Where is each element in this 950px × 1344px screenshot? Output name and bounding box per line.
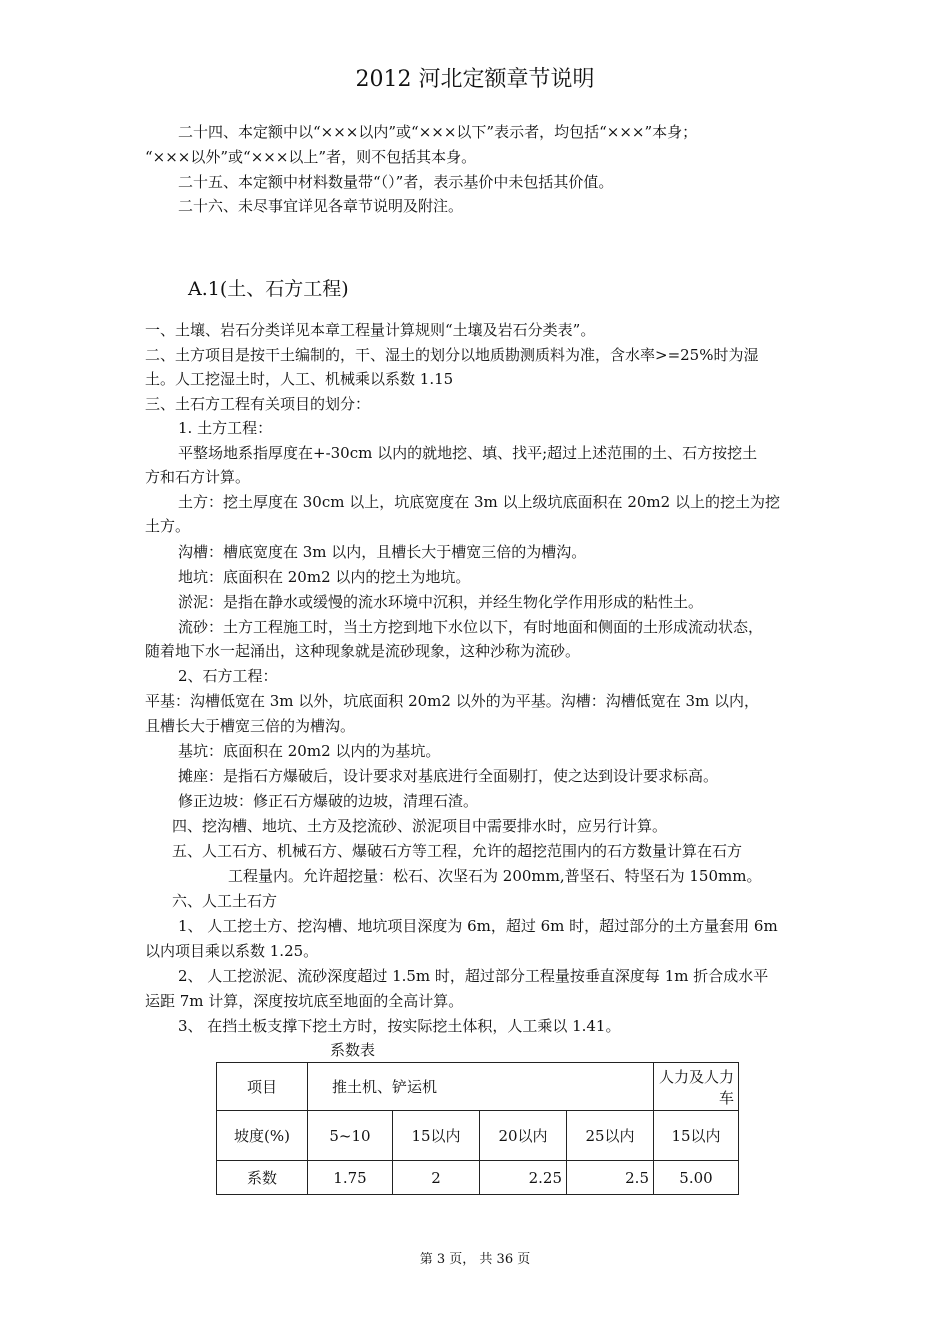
body-line: 五、人工石方、机械石方、爆破石方等工程，允许的超挖范围内的石方数量计算在石方 — [172, 842, 743, 860]
table-header-cell: 人力及人力车 — [654, 1063, 739, 1111]
intro-line: 二十六、未尽事宜详见各章节说明及附注。 — [178, 197, 464, 215]
body-line: 三、土石方工程有关项目的划分： — [145, 395, 371, 413]
body-line: 平基：沟槽低宽在 3m 以外，坑底面积 20m2 以外的为平基。沟槽：沟槽低宽在 3m 以内， — [145, 692, 760, 710]
table-cell: 15以内 — [654, 1111, 739, 1161]
body-line: 四、挖沟槽、地坑、土方及挖流砂、淤泥项目中需要排水时，应另行计算。 — [172, 817, 668, 835]
body-line: 2、石方工程： — [178, 667, 278, 685]
section-title: A.1(土、石方工程) — [188, 278, 349, 300]
coefficient-table — [216, 1062, 739, 1195]
page-title: 2012 河北定额章节说明 — [355, 67, 595, 92]
intro-line: 二十四、本定额中以“×××以内”或“×××以下”表示者，均包括“×××”本身； — [178, 123, 698, 141]
table-header-cell: 推土机、铲运机 — [308, 1063, 654, 1111]
body-line: 一、土壤、岩石分类详见本章工程量计算规则“土壤及岩石分类表”。 — [145, 321, 596, 339]
page-footer: 第 3 页， 共 36 页 — [419, 1252, 531, 1267]
body-line: 随着地下水一起涌出，这种现象就是流砂现象，这种沙称为流砂。 — [145, 642, 581, 660]
table-cell: 15以内 — [393, 1111, 480, 1161]
body-line: 淤泥：是指在静水或缓慢的流水环境中沉积，并经生物化学作用形成的粘性土。 — [178, 593, 704, 611]
body-line: 3、 在挡土板支撑下挖土方时，按实际挖土体积，人工乘以 1.41。 — [178, 1017, 621, 1035]
table-cell: 2.5 — [567, 1161, 654, 1195]
table-cell: 25以内 — [567, 1111, 654, 1161]
body-line: 土。人工挖湿土时，人工、机械乘以系数 1.15 — [145, 370, 454, 388]
intro-line: 二十五、本定额中材料数量带“（）”者，表示基价中未包括其价值。 — [178, 173, 614, 191]
body-line: 2、 人工挖淤泥、流砂深度超过 1.5m 时，超过部分工程量按垂直深度每 1m 折合成水平 — [178, 967, 769, 985]
body-line: 沟槽：槽底宽度在 3m 以内，且槽长大于槽宽三倍的为槽沟。 — [178, 543, 587, 561]
table-header-cell: 项目 — [217, 1063, 308, 1111]
table-cell: 2 — [393, 1161, 480, 1195]
body-line: 六、人工土石方 — [172, 892, 278, 910]
body-line: 地坑：底面积在 20m2 以内的挖土为地坑。 — [178, 568, 471, 586]
table-cell: 1.75 — [308, 1161, 393, 1195]
body-line: 以内项目乘以系数 1.25。 — [145, 942, 319, 960]
body-line: 二、土方项目是按干土编制的，干、湿土的划分以地质勘测质料为准，含水率>=25%时为湿 — [145, 346, 759, 364]
table-cell: 5~10 — [308, 1111, 393, 1161]
table-cell: 5.00 — [654, 1161, 739, 1195]
intro-line: “×××以外”或“×××以上”者，则不包括其本身。 — [145, 148, 477, 166]
body-line: 摊座：是指石方爆破后，设计要求对基底进行全面剔打，使之达到设计要求标高。 — [178, 767, 719, 785]
body-line: 修正边坡：修正石方爆破的边坡，清理石渣。 — [178, 792, 479, 810]
body-line: 土方。 — [145, 517, 191, 535]
body-line: 1、 人工挖土方、挖沟槽、地坑项目深度为 6m，超过 6m 时，超过部分的土方量套用 6m — [178, 917, 778, 935]
body-line: 1. 土方工程： — [178, 419, 273, 437]
body-line: 运距 7m 计算，深度按坑底至地面的全高计算。 — [145, 992, 464, 1010]
table-cell: 2.25 — [480, 1161, 567, 1195]
table-caption: 系数表 — [330, 1041, 376, 1059]
body-line: 基坑：底面积在 20m2 以内的为基坑。 — [178, 742, 441, 760]
body-line: 且槽长大于槽宽三倍的为槽沟。 — [145, 717, 356, 735]
table-row-label: 坡度(%) — [217, 1111, 308, 1161]
body-line: 土方：挖土厚度在 30cm 以上，坑底宽度在 3m 以上级坑底面积在 20m2 以上的挖土为挖 — [178, 493, 780, 511]
body-line: 工程量内。允许超挖量：松石、次坚石为 200mm,普坚石、特坚石为 150mm。 — [228, 867, 762, 885]
body-line: 平整场地系指厚度在+-30cm 以内的就地挖、填、找平;超过上述范围的土、石方按挖土 — [178, 444, 758, 462]
body-line: 方和石方计算。 — [145, 468, 251, 486]
body-line: 流砂：土方工程施工时，当土方挖到地下水位以下，有时地面和侧面的土形成流动状态， — [178, 618, 764, 636]
table-row-label: 系数 — [217, 1161, 308, 1195]
table-cell: 20以内 — [480, 1111, 567, 1161]
